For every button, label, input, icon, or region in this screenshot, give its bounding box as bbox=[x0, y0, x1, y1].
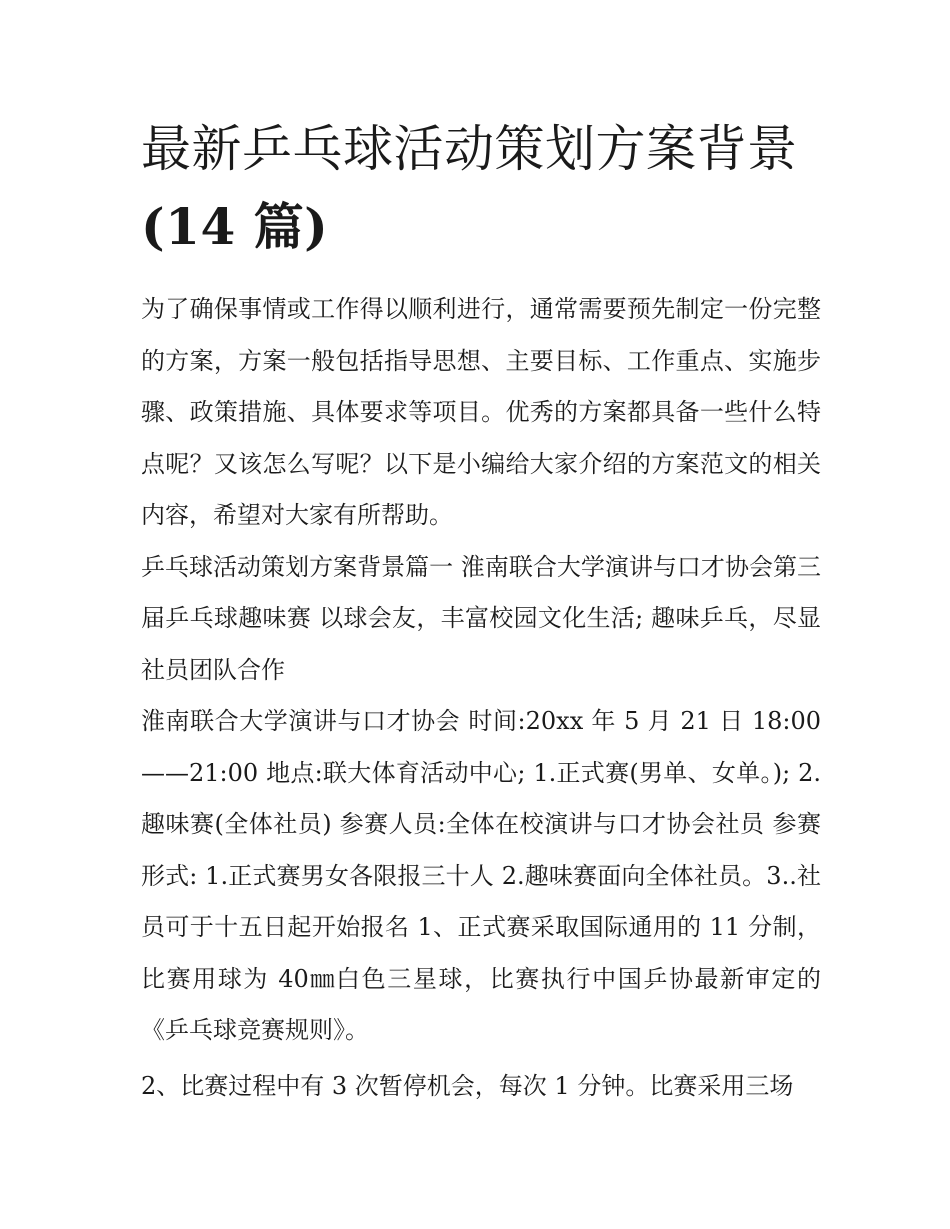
paragraph-section-one: 乒乓球活动策划方案背景篇一 淮南联合大学演讲与口才协会第三届乒乓球趣味赛 以球会友，丰富校园文化生活; 趣味乒乓，尽显社员团队合作 bbox=[141, 552, 821, 684]
paragraph-intro: 为了确保事情或工作得以顺利进行，通常需要预先制定一份完整的方案，方案一般包括指导思想、主要目标、工作重点、实施步骤、政策措施、具体要求等项目。优秀的方案都具备一些什么特点呢？又该怎么写呢？以下是小编给大家介绍的方案范文的相关内容，希望对大家有所帮助。 bbox=[141, 295, 821, 529]
document-title bbox=[141, 110, 821, 266]
paragraph-rules: 2、比赛过程中有 3 次暂停机会，每次 1 分钟。比赛采用三场 bbox=[141, 1071, 794, 1100]
paragraph-details: 淮南联合大学演讲与口才协会 时间:20xx 年 5 月 21 日 18:00——21:00 地点:联大体育活动中心; 1.正式赛(男单、女单。); 2.趣味赛(全体社员) 参赛人员:全体在校演讲与口才协会社员 参赛形式: 1.正式赛男女各限报三十人 2.趣味赛面向全体社员。3..社员可于十五日起开始报名 1、正式赛采取国际通用的 11 分制，比赛用球为 40㎜白色三星球，比赛执行中国乒协最新审定的《乒乓球竞赛规则》。 bbox=[141, 707, 821, 1044]
title-main: 最新乒乓球活动策划方案背景 bbox=[141, 120, 798, 178]
title-count: (14 篇) bbox=[141, 197, 329, 256]
document-page bbox=[141, 110, 821, 1112]
document-body bbox=[141, 284, 821, 1112]
